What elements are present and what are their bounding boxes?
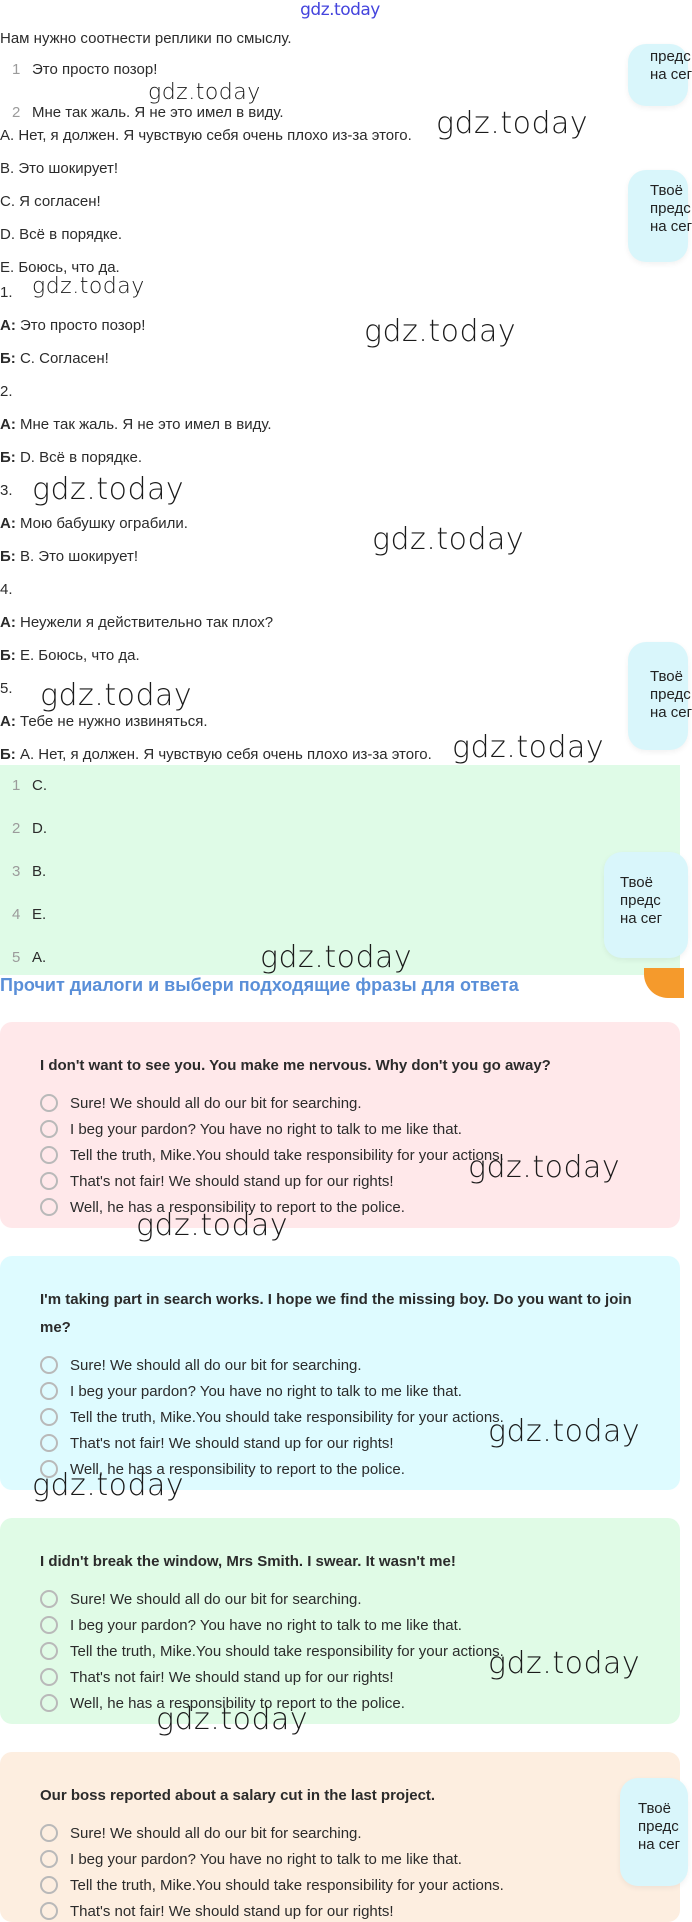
promo-line: Твоё bbox=[650, 668, 683, 685]
option-line: C. Я согласен! bbox=[0, 193, 101, 210]
speaker-label: Б: bbox=[0, 746, 16, 763]
speaker-label: А: bbox=[0, 317, 16, 334]
answer-option[interactable] bbox=[40, 1588, 362, 1610]
option-label: Well, he has a responsibility to report to the police. bbox=[70, 1694, 405, 1712]
dialogue-line-b bbox=[0, 548, 138, 565]
radio-button[interactable] bbox=[40, 1694, 58, 1712]
question-card bbox=[0, 1256, 680, 1490]
watermark: gdz.today bbox=[156, 1702, 309, 1737]
watermark: gdz.today bbox=[452, 730, 605, 765]
dialogue-text: E. Боюсь, что да. bbox=[19, 647, 140, 664]
answer-option[interactable] bbox=[40, 1666, 394, 1688]
option-label: That's not fair! We should stand up for our rights! bbox=[70, 1668, 394, 1686]
option-line: D. Всё в порядке. bbox=[0, 226, 123, 243]
radio-button[interactable] bbox=[40, 1850, 58, 1868]
dialogue-line-a bbox=[0, 713, 208, 730]
option-label: Tell the truth, Mike.You should take responsibility for your actions. bbox=[70, 1876, 504, 1894]
item-number: 2 bbox=[12, 104, 21, 121]
question-text: I didn't break the window, Mrs Smith. I swear. It wasn't me! bbox=[40, 1553, 456, 1570]
promo-bubble-5[interactable] bbox=[620, 1778, 688, 1886]
answer-value: A. bbox=[32, 949, 47, 966]
dialogue-text: Мне так жаль. Я не это имел в виду. bbox=[20, 416, 272, 433]
option-label: I beg your pardon? You have no right to talk to me like that. bbox=[70, 1616, 462, 1634]
dialogue-text: C. Согласен! bbox=[19, 350, 109, 367]
option-label: I beg your pardon? You have no right to talk to me like that. bbox=[70, 1382, 462, 1400]
watermark: gdz.today bbox=[260, 940, 413, 975]
dialogue-line-a bbox=[0, 317, 145, 334]
promo-line: Твоё bbox=[650, 182, 683, 199]
dialogue-line-b bbox=[0, 746, 432, 763]
dialogue-line-a bbox=[0, 515, 188, 532]
option-line: A. Нет, я должен. Я чувствую себя очень плохо из-за этого. bbox=[0, 127, 412, 144]
watermark: gdz.today bbox=[364, 314, 517, 349]
dialogue-line-b bbox=[0, 647, 140, 664]
radio-button[interactable] bbox=[40, 1172, 58, 1190]
answer-row bbox=[12, 863, 46, 880]
radio-button[interactable] bbox=[40, 1616, 58, 1634]
site-logo[interactable]: gdz.today bbox=[300, 0, 380, 20]
answer-number: 2 bbox=[12, 820, 21, 837]
option-label: That's not fair! We should stand up for our rights! bbox=[70, 1172, 394, 1190]
answer-option[interactable] bbox=[40, 1354, 362, 1376]
answer-value: D. bbox=[32, 820, 47, 837]
speaker-label: Б: bbox=[0, 647, 16, 664]
option-label: That's not fair! We should stand up for our rights! bbox=[70, 1434, 394, 1452]
option-label: Well, he has a responsibility to report to the police. bbox=[70, 1460, 405, 1478]
radio-button[interactable] bbox=[40, 1198, 58, 1216]
dialogue-text: D. Всё в порядке. bbox=[19, 449, 143, 466]
answer-option[interactable] bbox=[40, 1900, 394, 1922]
promo-line: предс bbox=[650, 200, 691, 217]
dialogue-line-a bbox=[0, 416, 272, 433]
answer-option[interactable] bbox=[40, 1640, 504, 1662]
radio-button[interactable] bbox=[40, 1094, 58, 1112]
speaker-label: А: bbox=[0, 614, 16, 631]
dialogue-text: B. Это шокирует! bbox=[19, 548, 138, 565]
speaker-label: Б: bbox=[0, 449, 16, 466]
dialogue-line-b bbox=[0, 350, 109, 367]
option-label: Tell the truth, Mike.You should take responsibility for your actions. bbox=[70, 1642, 504, 1660]
answer-row bbox=[12, 820, 47, 837]
promo-line: на сег bbox=[650, 66, 692, 83]
option-label: Sure! We should all do our bit for searching. bbox=[70, 1094, 362, 1112]
answer-row bbox=[12, 906, 46, 923]
question-text: Our boss reported about a salary cut in the last project. bbox=[40, 1787, 436, 1804]
question-text: I don't want to see you. You make me nervous. Why don't you go away? bbox=[40, 1057, 551, 1074]
radio-button[interactable] bbox=[40, 1902, 58, 1920]
radio-button[interactable] bbox=[40, 1120, 58, 1138]
answer-row bbox=[12, 777, 47, 794]
answer-option[interactable] bbox=[40, 1144, 504, 1166]
watermark: gdz.today bbox=[436, 106, 589, 141]
promo-line: Твоё bbox=[620, 874, 653, 891]
dialogue-number: 1. bbox=[0, 284, 13, 301]
radio-button[interactable] bbox=[40, 1382, 58, 1400]
item-text: Это просто позор! bbox=[32, 61, 158, 78]
option-label: I beg your pardon? You have no right to talk to me like that. bbox=[70, 1850, 462, 1868]
answer-option[interactable] bbox=[40, 1170, 394, 1192]
speaker-label: Б: bbox=[0, 350, 16, 367]
speaker-label: А: bbox=[0, 515, 16, 532]
question-card bbox=[0, 1022, 680, 1228]
promo-bubble-2[interactable] bbox=[628, 170, 692, 262]
promo-bubble-1[interactable] bbox=[628, 44, 692, 106]
radio-button[interactable] bbox=[40, 1642, 58, 1660]
answer-number: 3 bbox=[12, 863, 21, 880]
dialogue-text: Тебе не нужно извиняться. bbox=[20, 713, 208, 730]
intro-text: Нам нужно соотнести реплики по смыслу. bbox=[0, 30, 292, 47]
option-line: B. Это шокирует! bbox=[0, 160, 119, 177]
answer-option[interactable] bbox=[40, 1092, 362, 1114]
answer-option[interactable] bbox=[40, 1118, 462, 1140]
answer-option[interactable] bbox=[40, 1380, 462, 1402]
promo-bubble-3[interactable] bbox=[628, 642, 692, 750]
option-label: Tell the truth, Mike.You should take responsibility for your actions. bbox=[70, 1146, 504, 1164]
watermark: gdz.today bbox=[32, 274, 145, 299]
dialogue-number: 5. bbox=[0, 680, 13, 697]
question-card bbox=[0, 1752, 680, 1922]
dialogue-text: A. Нет, я должен. Я чувствую себя очень плохо из-за этого. bbox=[19, 746, 432, 763]
radio-button[interactable] bbox=[40, 1590, 58, 1608]
watermark: gdz.today bbox=[32, 472, 185, 507]
radio-button[interactable] bbox=[40, 1356, 58, 1374]
promo-line: предс bbox=[638, 1818, 679, 1835]
promo-line: на сег bbox=[650, 218, 692, 235]
dialogue-text: Неужели я действительно так плох? bbox=[20, 614, 274, 631]
list-item bbox=[12, 104, 284, 121]
option-label: That's not fair! We should stand up for our rights! bbox=[70, 1902, 394, 1920]
watermark: gdz.today bbox=[40, 678, 193, 713]
answer-option[interactable] bbox=[40, 1614, 462, 1636]
dialogue-text: Мою бабушку ограбили. bbox=[20, 515, 188, 532]
answer-number: 5 bbox=[12, 949, 21, 966]
answer-option[interactable] bbox=[40, 1406, 504, 1428]
radio-button[interactable] bbox=[40, 1146, 58, 1164]
option-line: E. Боюсь, что да. bbox=[0, 259, 120, 276]
speaker-label: А: bbox=[0, 713, 16, 730]
watermark: gdz.today bbox=[488, 1646, 641, 1681]
promo-line: на сег bbox=[650, 704, 692, 721]
watermark: gdz.today bbox=[488, 1414, 641, 1449]
speaker-label: Б: bbox=[0, 548, 16, 565]
dialogue-number: 4. bbox=[0, 581, 13, 598]
list-item bbox=[12, 61, 157, 78]
answer-row bbox=[12, 949, 46, 966]
radio-button[interactable] bbox=[40, 1408, 58, 1426]
question-card bbox=[0, 1518, 680, 1724]
dialogue-number: 3. bbox=[0, 482, 13, 499]
answer-number: 1 bbox=[12, 777, 21, 794]
watermark: gdz.today bbox=[372, 522, 525, 557]
option-label: I beg your pardon? You have no right to talk to me like that. bbox=[70, 1120, 462, 1138]
answer-value: B. bbox=[32, 863, 47, 880]
speaker-label: А: bbox=[0, 416, 16, 433]
answer-option[interactable] bbox=[40, 1874, 504, 1896]
question-text: I'm taking part in search works. I hope we find the missing boy. Do you want to join me? bbox=[40, 1291, 632, 1336]
mascot-corner bbox=[644, 968, 684, 998]
watermark: gdz.today bbox=[136, 1208, 289, 1243]
watermark: gdz.today bbox=[148, 80, 261, 105]
item-text: Мне так жаль. Я не это имел в виду. bbox=[32, 104, 284, 121]
answer-option[interactable] bbox=[40, 1432, 394, 1454]
option-label: Well, he has a responsibility to report to the police. bbox=[70, 1198, 405, 1216]
dialogue-number: 2. bbox=[0, 383, 13, 400]
answer-value: C. bbox=[32, 777, 47, 794]
radio-button[interactable] bbox=[40, 1434, 58, 1452]
watermark: gdz.today bbox=[32, 1468, 185, 1503]
option-label: Sure! We should all do our bit for searching. bbox=[70, 1356, 362, 1374]
dialogue-text: Это просто позор! bbox=[20, 317, 146, 334]
option-label: Sure! We should all do our bit for searching. bbox=[70, 1590, 362, 1608]
radio-button[interactable] bbox=[40, 1876, 58, 1894]
promo-line: предс bbox=[620, 892, 661, 909]
promo-line: предс bbox=[650, 686, 691, 703]
answer-value: E. bbox=[32, 906, 47, 923]
option-label: Sure! We should all do our bit for searching. bbox=[70, 1824, 362, 1842]
promo-bubble-4[interactable] bbox=[604, 852, 688, 958]
dialogue-line-b bbox=[0, 449, 142, 466]
option-label: Tell the truth, Mike.You should take responsibility for your actions. bbox=[70, 1408, 504, 1426]
answer-option[interactable] bbox=[40, 1822, 362, 1844]
promo-line: на сег bbox=[638, 1836, 681, 1853]
promo-line: предс bbox=[650, 48, 691, 65]
section-title: Прочит диалоги и выбери подходящие фразы для ответа bbox=[0, 975, 519, 995]
answer-number: 4 bbox=[12, 906, 21, 923]
radio-button[interactable] bbox=[40, 1824, 58, 1842]
answer-option[interactable] bbox=[40, 1848, 462, 1870]
item-number: 1 bbox=[12, 61, 21, 78]
promo-line: Твоё bbox=[638, 1800, 671, 1817]
promo-line: на сег bbox=[620, 910, 663, 927]
radio-button[interactable] bbox=[40, 1668, 58, 1686]
dialogue-line-a bbox=[0, 614, 273, 631]
watermark: gdz.today bbox=[468, 1150, 621, 1185]
